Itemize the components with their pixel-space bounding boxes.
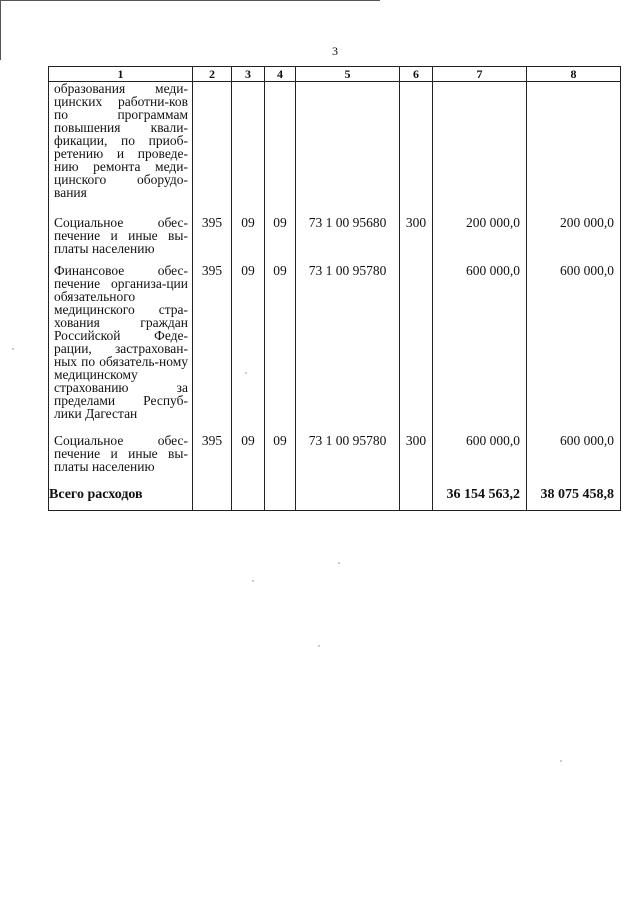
cell-subsection bbox=[265, 82, 296, 215]
total-label: Всего расходов bbox=[49, 484, 193, 511]
column-header: 4 bbox=[265, 67, 296, 82]
table-row bbox=[49, 214, 621, 260]
cell-target-code bbox=[296, 82, 400, 215]
total-empty-cell bbox=[265, 484, 296, 511]
table-row bbox=[49, 260, 621, 430]
page-number: 3 bbox=[332, 44, 338, 58]
scan-speck bbox=[338, 562, 340, 564]
total-empty-cell bbox=[296, 484, 400, 511]
column-header: 3 bbox=[232, 67, 265, 82]
cell-expense-type: 300 bbox=[400, 430, 433, 484]
table-header-row bbox=[49, 67, 621, 82]
scan-speck bbox=[12, 348, 14, 350]
total-amount-year1: 36 154 563,2 bbox=[433, 484, 527, 511]
cell-amount-year2: 600 000,0 bbox=[527, 260, 621, 430]
column-header: 5 bbox=[296, 67, 400, 82]
cell-amount-year2: 200 000,0 bbox=[527, 214, 621, 260]
cell-ministry: 395 bbox=[193, 214, 232, 260]
cell-section: 09 bbox=[232, 214, 265, 260]
cell-subsection: 09 bbox=[265, 260, 296, 430]
row-name: Социальное обес-печение и иные вы-платы населению bbox=[49, 214, 193, 260]
column-header: 8 bbox=[527, 67, 621, 82]
cell-amount-year2: 600 000,0 bbox=[527, 430, 621, 484]
scan-speck bbox=[318, 645, 320, 647]
cell-amount-year1: 600 000,0 bbox=[433, 260, 527, 430]
total-empty-cell bbox=[232, 484, 265, 511]
total-empty-cell bbox=[400, 484, 433, 511]
total-row bbox=[49, 484, 621, 511]
column-header: 7 bbox=[433, 67, 527, 82]
table-row bbox=[49, 430, 621, 484]
row-name: Финансовое обес-печение организа-ции обязательного медицинского стра-хования граждан Российской Феде-рации, застрахован-ных по обязатель-ному медицинскому страхованию за пределами Респуб-лики Дагестан bbox=[49, 260, 193, 430]
cell-amount-year1: 200 000,0 bbox=[433, 214, 527, 260]
cell-amount-year1 bbox=[433, 82, 527, 215]
total-empty-cell bbox=[193, 484, 232, 511]
cell-target-code: 73 1 00 95780 bbox=[296, 430, 400, 484]
row-name: образования меди-цинских работни-ков по программам повышения квали-фикации, по приоб-ретению и проведе-нию ремонта меди-цинского оборудо-вания bbox=[49, 82, 193, 215]
cell-target-code: 73 1 00 95780 bbox=[296, 260, 400, 430]
cell-ministry: 395 bbox=[193, 430, 232, 484]
cell-ministry bbox=[193, 82, 232, 215]
cell-subsection: 09 bbox=[265, 430, 296, 484]
cell-target-code: 73 1 00 95680 bbox=[296, 214, 400, 260]
scan-speck bbox=[245, 372, 247, 374]
column-header: 1 bbox=[49, 67, 193, 82]
column-header: 6 bbox=[400, 67, 433, 82]
cell-section: 09 bbox=[232, 260, 265, 430]
cell-ministry: 395 bbox=[193, 260, 232, 430]
cell-amount-year1: 600 000,0 bbox=[433, 430, 527, 484]
column-header: 2 bbox=[193, 67, 232, 82]
cell-amount-year2 bbox=[527, 82, 621, 215]
cell-subsection: 09 bbox=[265, 214, 296, 260]
budget-table bbox=[48, 66, 621, 511]
total-amount-year2: 38 075 458,8 bbox=[527, 484, 621, 511]
scan-speck bbox=[252, 580, 254, 582]
scan-speck bbox=[560, 760, 562, 762]
row-name: Социальное обес-печение и иные вы-платы населению bbox=[49, 430, 193, 484]
scan-edge-top bbox=[0, 0, 380, 1]
cell-expense-type bbox=[400, 260, 433, 430]
table-row bbox=[49, 82, 621, 215]
cell-section bbox=[232, 82, 265, 215]
cell-expense-type bbox=[400, 82, 433, 215]
cell-expense-type: 300 bbox=[400, 214, 433, 260]
cell-section: 09 bbox=[232, 430, 265, 484]
